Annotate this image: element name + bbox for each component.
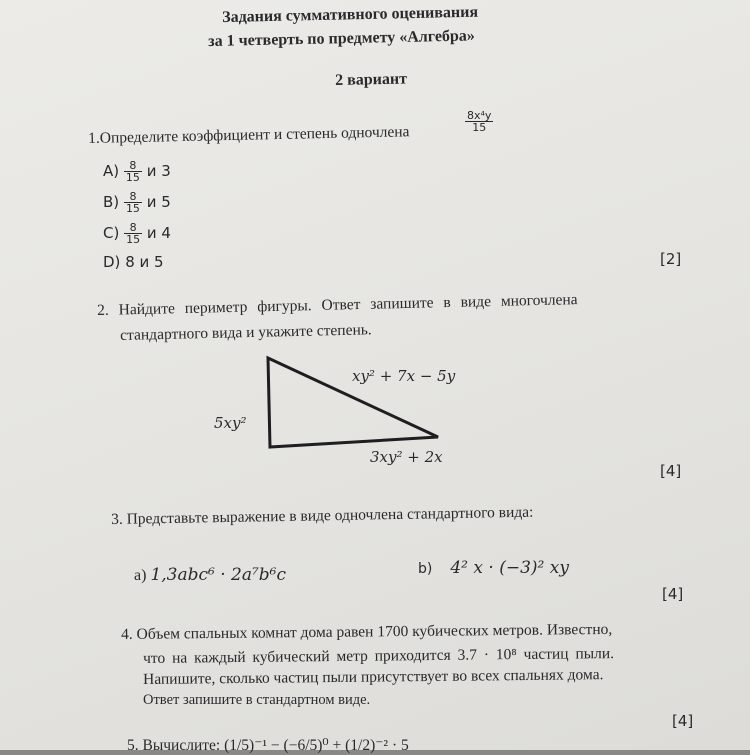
option-a-prefix: A) [103, 162, 120, 180]
monomial-numerator: 8x⁴y [467, 109, 492, 122]
option-c-fraction: $\frac{8}{15}$ [126, 221, 141, 246]
question-3-part-b [418, 558, 569, 578]
part-b-expression: 4² x · (−3)² xy [450, 558, 569, 578]
option-b-prefix: B) [103, 193, 120, 211]
variant-label: 2 вариант [335, 70, 408, 89]
question-1-text: 1.Определите коэффициент и степень одночлена [88, 123, 410, 147]
question-3-score: [4] [662, 585, 684, 603]
option-a-fraction: $\frac{8}{15}$ [125, 159, 140, 184]
title-line-1: Задания суммативного оценивания [222, 3, 479, 26]
title-line-2: за 1 четверть по предмету «Алгебра» [208, 27, 476, 50]
option-d-rest: 8 и 5 [125, 253, 164, 271]
question-5-text: 5. Вычислите: (1/5)⁻¹ − (−6/5)⁰ + (1/2)⁻² · 5 [127, 737, 409, 754]
question-3-part-a [134, 565, 286, 585]
question-4-line-2: что на каждый кубический метр приходится 3.7 · 10⁸ частиц пыли. [143, 645, 615, 667]
question-2-score: [4] [660, 462, 682, 480]
option-a-rest: и 3 [146, 162, 171, 180]
question-4-score: [4] [672, 712, 694, 730]
triangle-side-hypotenuse: xy² + 7x − 5y [352, 367, 456, 385]
question-4-line-1: 4. Объем спальных комнат дома равен 1700 кубических метров. Известно, [121, 620, 613, 643]
part-b-label: b) [418, 561, 433, 577]
option-c-rest: и 4 [146, 224, 171, 242]
option-b-rest: и 5 [146, 193, 171, 211]
option-b-fraction: $\frac{8}{15}$ [125, 190, 140, 215]
question-3-text: 3. Представьте выражение в виде одночлена стандартного вида: [111, 503, 534, 528]
question-2-line-2: стандартного вида и укажите степень. [120, 321, 372, 344]
question-4-line-3: Напишите, сколько частиц пыли присутствует во всех спальнях дома. [143, 666, 604, 688]
question-2-line-1: 2. Найдите периметр фигуры. Ответ запишите в виде многочлена [97, 291, 578, 319]
question-4-line-4: Ответ запишите в стандартном виде. [143, 692, 371, 708]
part-a-expression: 1,3abc⁶ · 2a⁷b⁶c [150, 565, 287, 585]
part-a-label: а) [134, 567, 147, 584]
option-c-prefix: C) [103, 224, 120, 242]
option-d-prefix: D) [103, 253, 121, 271]
question-1-score: [2] [660, 250, 682, 268]
triangle-side-left: 5xy² [214, 414, 247, 432]
triangle-side-bottom: 3xy² + 2x [370, 448, 443, 466]
monomial-denominator: 15 [472, 121, 487, 134]
